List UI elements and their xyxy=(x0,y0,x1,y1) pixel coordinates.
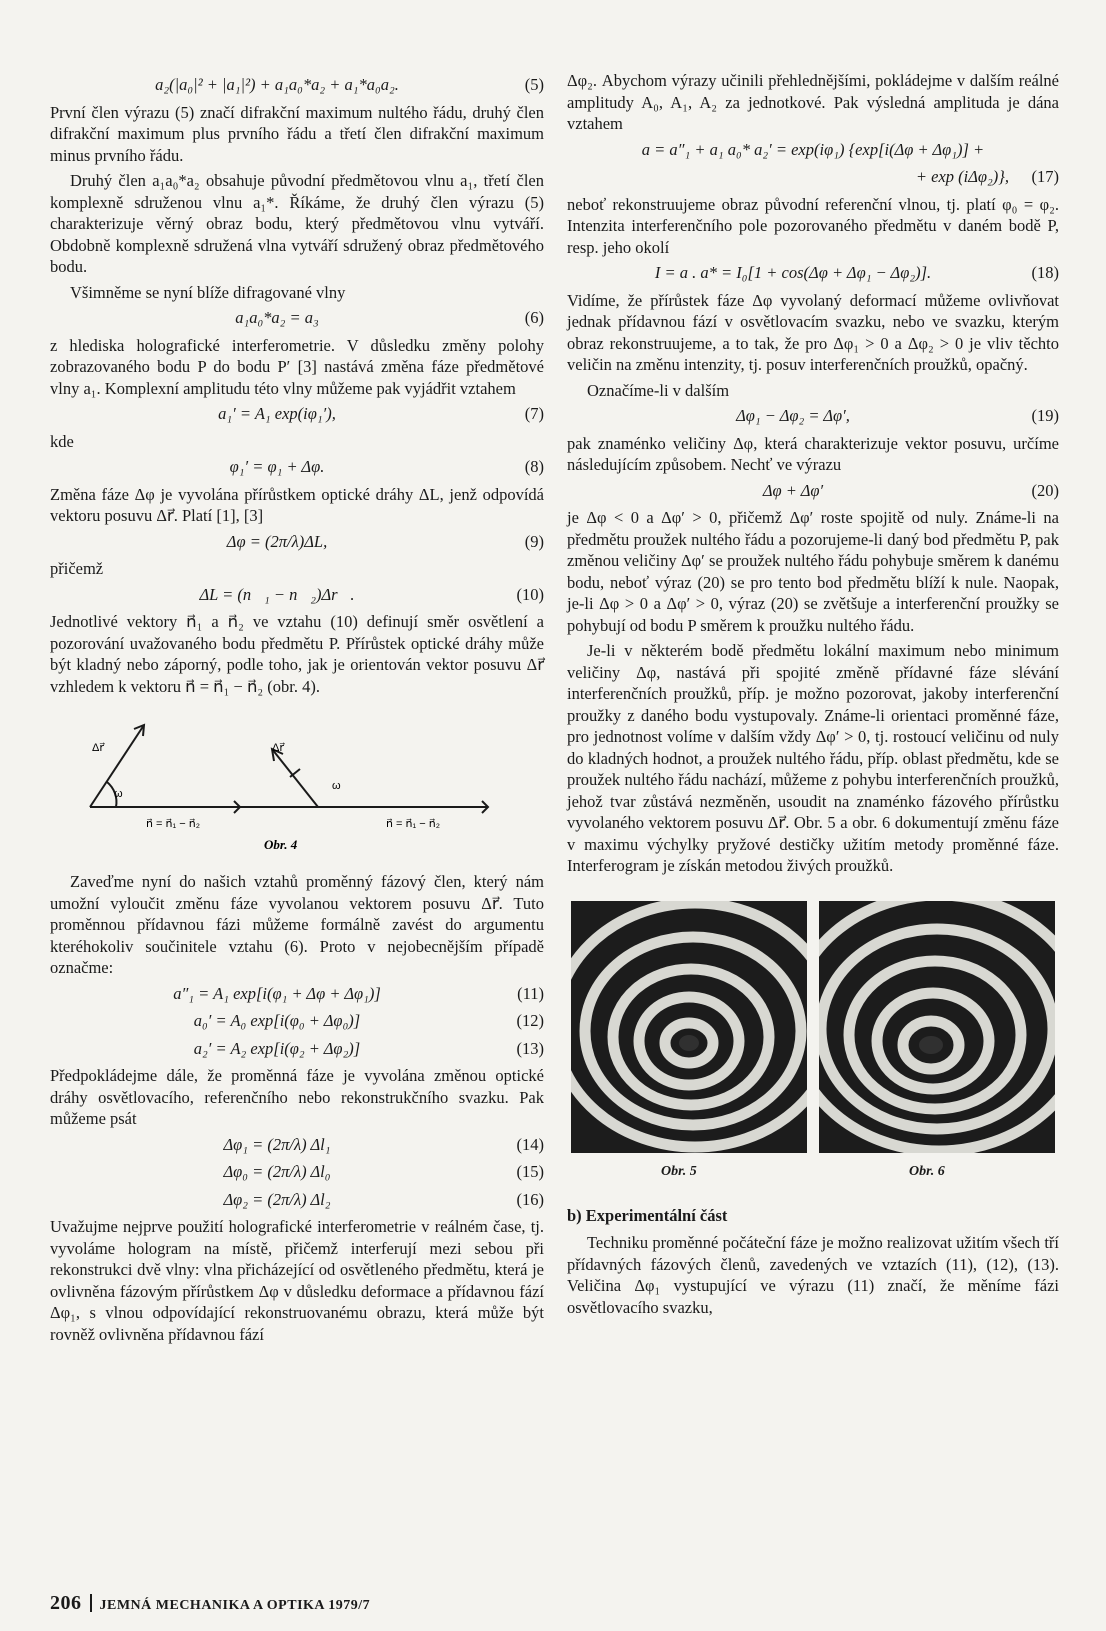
equation-body: Δφ₂ = (2π/λ) Δl₂ xyxy=(223,1189,331,1209)
paragraph: pak znaménko veličiny Δφ, která charakterizuje vektor posuvu, určíme následujícím způsobem. Nechť ve výrazu xyxy=(567,433,1059,474)
equation-17 xyxy=(567,166,1059,188)
n-label: n⃗ = n⃗₁ − n⃗₂ xyxy=(146,818,200,830)
equation-body: Δφ = (2π/λ)ΔL, xyxy=(226,531,328,551)
journal-name: JEMNÁ MECHANIKA A OPTIKA 1979/7 xyxy=(99,1598,371,1613)
paragraph: Techniku proměnné počáteční fáze je možno realizovat užitím všech tří přídavných fázových členů, zavedených ve vztazích (11), (12), (13). Veličina Δφ₁ vystupující ve výrazu (11) značí, že měníme fázi osvětlovacího svazku, xyxy=(567,1233,1059,1317)
equation-body: I = a . a* = I₀[1 + cos(Δφ + Δφ₁ − Δφ₂)]. xyxy=(654,263,932,282)
equation-body: a₀′ = A₀ exp[i(φ₀ + Δφ₀)] xyxy=(193,1011,361,1030)
equation-body: Δφ + Δφ′ xyxy=(762,480,824,500)
equation-8 xyxy=(50,456,544,478)
omega-label: ω xyxy=(114,788,123,800)
paragraph: Δφ₂. Abychom výrazy učinili přehlednějšími, pokládejme v dalším reálné amplitudy A₀, A₁, A₂ za jednotkové. Pak výsledná amplituda je dána vztahem xyxy=(567,71,1059,133)
equation-14 xyxy=(50,1134,544,1156)
equation-number: (8) xyxy=(524,457,544,476)
interferogram-6-image xyxy=(819,901,1055,1153)
n-label: n⃗ = n⃗₁ − n⃗₂ xyxy=(386,818,440,830)
equation-number: (11) xyxy=(517,983,544,1003)
equation-13 xyxy=(50,1038,544,1060)
label-pricemz: přičemž xyxy=(50,559,104,578)
equation-number: (16) xyxy=(516,1189,544,1209)
paragraph: Všimněme se nyní blíže difragované vlny xyxy=(70,282,346,302)
equation-number: (12) xyxy=(516,1011,544,1030)
interferogram-5-image xyxy=(571,901,807,1153)
paragraph: Jednotlivé vektory n⃗₁ a n⃗₂ ve vztahu (10) definují směr osvětlení a pozorování uvažovaného bodu předmětu P. Přírůstek optické dráhy může být kladný nebo záporný, podle toho, jak je orientován vektor posuvu Δr⃗ vzhledem k vektoru n⃗ = n⃗₁ − n⃗₂ (obr. 4). xyxy=(50,612,544,696)
dr-label: Δr⃗ xyxy=(272,742,284,754)
dr-label: Δr⃗ xyxy=(92,742,104,754)
equation-body: a = a″₁ + a₁ a₀* a₂′ = exp(iφ₁) {exp[i(Δφ + Δφ₁)] + xyxy=(641,139,985,159)
paragraph: Zaveďme nyní do našich vztahů proměnný fázový člen, který nám umožní vyloučit změnu fáze vyvolanou vektorem posuvu Δr⃗. Tuto proměnnou přídavnou fázi můžeme formálně zavést do argumentu kteréhokoliv součinitele vztahu (6). Proto v nejobecnějším případě označme: xyxy=(50,872,544,977)
omega-label: ω xyxy=(332,780,341,792)
paragraph: Vidíme, že přírůstek fáze Δφ vyvolaný deformací můžeme ovlivňovat jednak přídavnou fází v osvětlovacím svazku, nebo ve svazku, kterým obraz rekonstruujeme, a to tak, že pro Δφ₁ > 0 a Δφ₂ > 0 je vliv těchto veličin na změnu intenzity, tj. posuv interferenčních proužků, opačný. xyxy=(567,290,1059,374)
equation-number: (9) xyxy=(524,531,544,551)
section-heading: b) Experimentální část xyxy=(567,1205,728,1225)
equation-body: a₁′ = A₁ exp(iφ₁′), xyxy=(218,404,336,423)
paragraph: je Δφ < 0 a Δφ′ > 0, přičemž Δφ′ roste spojitě od nuly. Známe-li na předmětu proužek nultého řádu a pozorujeme-li daný bod předmětu P, pak změnou veličiny Δφ′ se proužek nultého řádu pohybuje směrem k danému bodu, neboť výraz (20) se pro tento bod předmětu blíží k nule. Naopak, je-li Δφ > 0 a Δφ′ > 0, výraz (20) se zvětšuje a interferenční proužky se pohybují od bodu P směrem k proužku nultého řádu. xyxy=(567,508,1059,635)
equation-number: (20) xyxy=(1031,480,1059,500)
equation-number: (7) xyxy=(524,404,544,423)
equation-18 xyxy=(567,262,1059,284)
equation-body: a₂′ = A₂ exp[i(φ₂ + Δφ₂)] xyxy=(193,1038,361,1058)
vector-dr-right xyxy=(272,749,318,807)
page-footer xyxy=(50,1592,370,1615)
paragraph: Označíme-li v dalším xyxy=(587,380,730,400)
equation-body: ΔL = (n⃗₁ − n⃗₂)Δr⃗. xyxy=(199,584,355,604)
equation-number: (17) xyxy=(1031,167,1059,186)
equation-15 xyxy=(50,1161,544,1183)
figure-caption: Obr. 5 xyxy=(661,1163,697,1179)
paragraph: Druhý člen a₁a₀*a₂ obsahuje původní předmětovou vlnu a₁, třetí člen komplexně sdruženou vlnu a₁*. Říkáme, že druhý člen výrazu (5) charakterizuje věrný obraz bodu, který předmětovou vlnu vytváří. Obdobně komplexně sdružená vlna vytváří sdružený obraz předmětového bodu. xyxy=(50,171,544,276)
right-column xyxy=(567,70,1059,1322)
equation-body: a₁a₀*a₂ = a₃ xyxy=(235,308,319,327)
equation-number: (19) xyxy=(1031,406,1059,425)
paragraph: Je-li v některém bodě předmětu lokální maximum nebo minimum veličiny Δφ, nastává při spojité změně přídavné fáze slévání interferenčních proužků, příp. je možno pozorovat, jakoby interferenční proužky z daného bodu vystupovaly. Známe-li orientaci proměnné fáze, pro jednotnost volíme v dalším vždy Δφ′ > 0, tj. rostoucí veličinu od nuly do kladných hodnot, a proužek nultého řádu, příp. oblast předmětu, kde se proužek nultého řádu nachází, můžeme z pohybu interferenčních proužků, jehož tvar zůstává nezměněn, usoudit na znaménko fázového přírůstku vyvolaného vektorem posuvu Δr⃗. Obr. 5 a obr. 6 dokumentují změnu fáze v maximu výchylky pryžové destičky užitím metody proměnné fáze. Interferogram je získán metodou živých proužků. xyxy=(567,641,1059,875)
equation-20 xyxy=(567,480,1059,502)
equation-12 xyxy=(50,1010,544,1032)
equation-19 xyxy=(567,405,1059,427)
paragraph: Uvažujme nejprve použití holografické interferometrie v reálném čase, tj. vyvoláme hologram na místě, přičemž interferují mezi sebou při rekonstrukci dvě vlny: vlna přicházející od osvětleného předmětu, která je ovlivněna fázovým přírůstkem Δφ v důsledku deformace a přídavnou fází Δφ₁, s vlnou odpovídající rekonstruovanému obrazu, která může být rovněž ovlivněna přídavnou fází xyxy=(50,1217,544,1344)
equation-body: + exp (iΔφ₂)}, xyxy=(915,167,1009,186)
equation-number: (14) xyxy=(516,1134,544,1154)
equation-16 xyxy=(50,1189,544,1211)
equation-body: Δφ₁ − Δφ₂ = Δφ′, xyxy=(736,406,850,425)
equation-body: φ₁′ = φ₁ + Δφ. xyxy=(229,457,325,476)
page-number: 206 xyxy=(50,1592,82,1614)
equation-7 xyxy=(50,403,544,425)
paragraph: První člen výrazu (5) značí difrakční maximum nultého řádu, druhý člen difrakční maximum plus prvního řádu a třetí člen difrakční maximum minus prvního řádu. xyxy=(50,102,544,165)
equation-10 xyxy=(50,584,544,606)
paragraph: Změna fáze Δφ je vyvolána přírůstkem optické dráhy ΔL, jenž odpovídá vektoru posuvu Δr⃗. Platí [1], [3] xyxy=(50,484,544,525)
equation-5 xyxy=(50,74,544,96)
equation-number: (5) xyxy=(524,75,544,94)
figure-caption: Obr. 6 xyxy=(909,1163,945,1179)
interferogram-photos xyxy=(567,901,1059,1191)
equation-number: (6) xyxy=(524,308,544,327)
equation-number: (13) xyxy=(516,1038,544,1058)
footer-divider xyxy=(90,1594,92,1612)
equation-11 xyxy=(50,983,544,1005)
figure-caption: Obr. 4 xyxy=(264,837,298,852)
equation-number: (15) xyxy=(516,1162,544,1181)
paragraph: Předpokládejme dále, že proměnná fáze je vyvolána změnou optické dráhy osvětlovacího, referenčního nebo rekonstrukčního svazku. Pak můžeme psát xyxy=(50,1066,544,1128)
left-column xyxy=(50,70,544,1349)
equation-9 xyxy=(50,531,544,553)
equation-17a xyxy=(567,139,1059,161)
label-kde: kde xyxy=(50,431,74,451)
equation-body: Δφ₁ = (2π/λ) Δl₁ xyxy=(223,1134,331,1154)
paragraph: z hlediska holografické interferometrie. V důsledku změny polohy zobrazovaného bodu P do bodu P′ [3] nastává změna fáze předmětové vlny a₁. Komplexní amplitudu této vlny můžeme pak vyjádřit vztahem xyxy=(50,335,544,398)
equation-number: (18) xyxy=(1031,263,1059,282)
equation-body: a₂(|a₀|² + |a₁|²) + a₁a₀*a₂ + a₁*a₀a₂. xyxy=(155,75,399,94)
equation-6 xyxy=(50,307,544,329)
equation-body: Δφ₀ = (2π/λ) Δl₀ xyxy=(223,1162,331,1181)
vector-diagram xyxy=(50,707,544,857)
figure-4 xyxy=(50,707,544,857)
paragraph: neboť rekonstruujeme obraz původní referenční vlnou, tj. platí φ₀ = φ₂. Intenzita interferenčního pole pozorovaného předmětu v daném bodě P, resp. jeho okolí xyxy=(567,194,1059,257)
equation-number: (10) xyxy=(516,584,544,604)
equation-body: a″₁ = A₁ exp[i(φ₁ + Δφ + Δφ₁)] xyxy=(173,983,381,1003)
